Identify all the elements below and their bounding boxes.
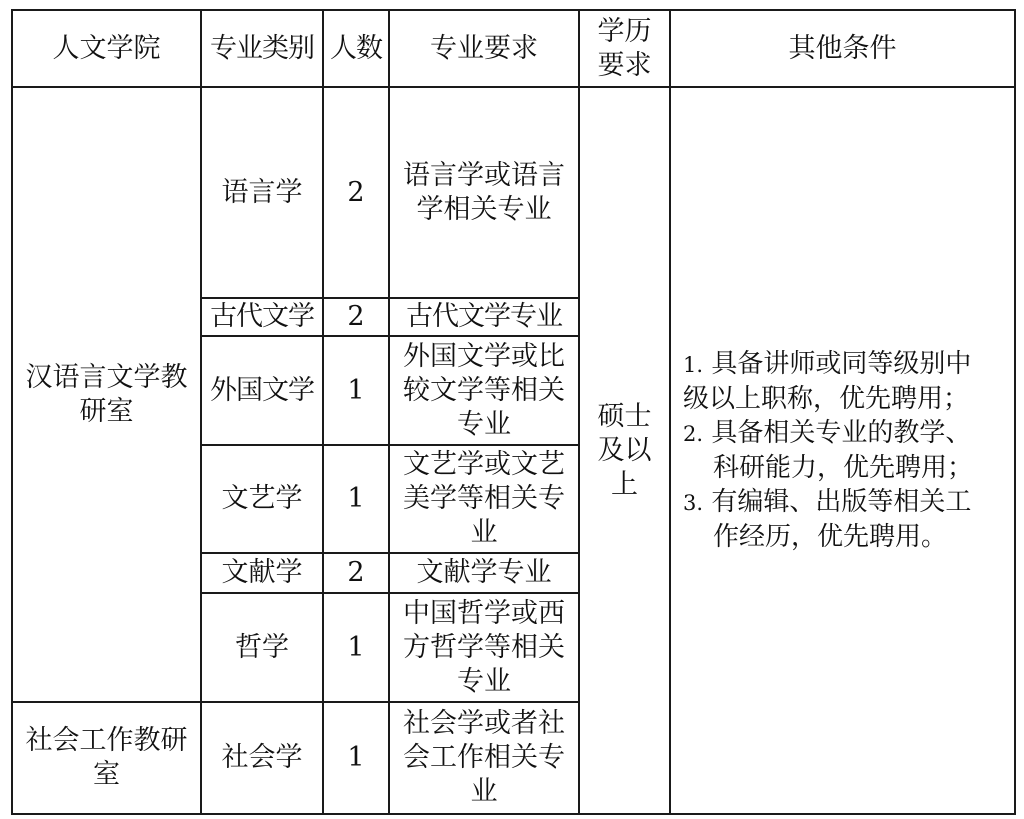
requirement-cell: 社会学或者社 会工作相关专 业 [389,702,579,814]
count-cell: 1 [323,702,389,814]
header-count: 人数 [323,10,389,87]
department-chinese: 汉语言文学教 研室 [12,87,201,702]
category-cell: 语言学 [201,87,323,298]
other-conditions: 1. 具备讲师或同等级别中 级以上职称，优先聘用； 2. 具备相关专业的教学、 科研能力，优先聘用； 3. 有编辑、出版等相关工 作经历，优先聘用。 [670,87,1015,814]
requirement-cell: 文献学专业 [389,553,579,593]
category-cell: 文献学 [201,553,323,593]
header-college: 人文学院 [12,10,201,87]
requirement-cell: 外国文学或比 较文学等相关 专业 [389,336,579,445]
requirement-cell: 古代文学专业 [389,298,579,336]
category-cell: 外国文学 [201,336,323,445]
requirement-cell: 中国哲学或西 方哲学等相关 专业 [389,593,579,702]
category-cell: 社会学 [201,702,323,814]
header-requirement: 专业要求 [389,10,579,87]
table-row [12,87,1015,298]
count-cell: 2 [323,553,389,593]
education-requirement: 硕士 及以 上 [579,87,670,814]
count-cell: 1 [323,336,389,445]
header-row [12,10,1015,87]
category-cell: 文艺学 [201,445,323,553]
department-social: 社会工作教研 室 [12,702,201,814]
header-other-conditions: 其他条件 [670,10,1015,87]
recruitment-table [11,9,1016,815]
category-cell: 哲学 [201,593,323,702]
category-cell: 古代文学 [201,298,323,336]
requirement-cell: 语言学或语言 学相关专业 [389,87,579,298]
count-cell: 1 [323,593,389,702]
requirement-cell: 文艺学或文艺 美学等相关专 业 [389,445,579,553]
count-cell: 2 [323,298,389,336]
count-cell: 2 [323,87,389,298]
count-cell: 1 [323,445,389,553]
header-education: 学历 要求 [579,10,670,87]
header-category: 专业类别 [201,10,323,87]
